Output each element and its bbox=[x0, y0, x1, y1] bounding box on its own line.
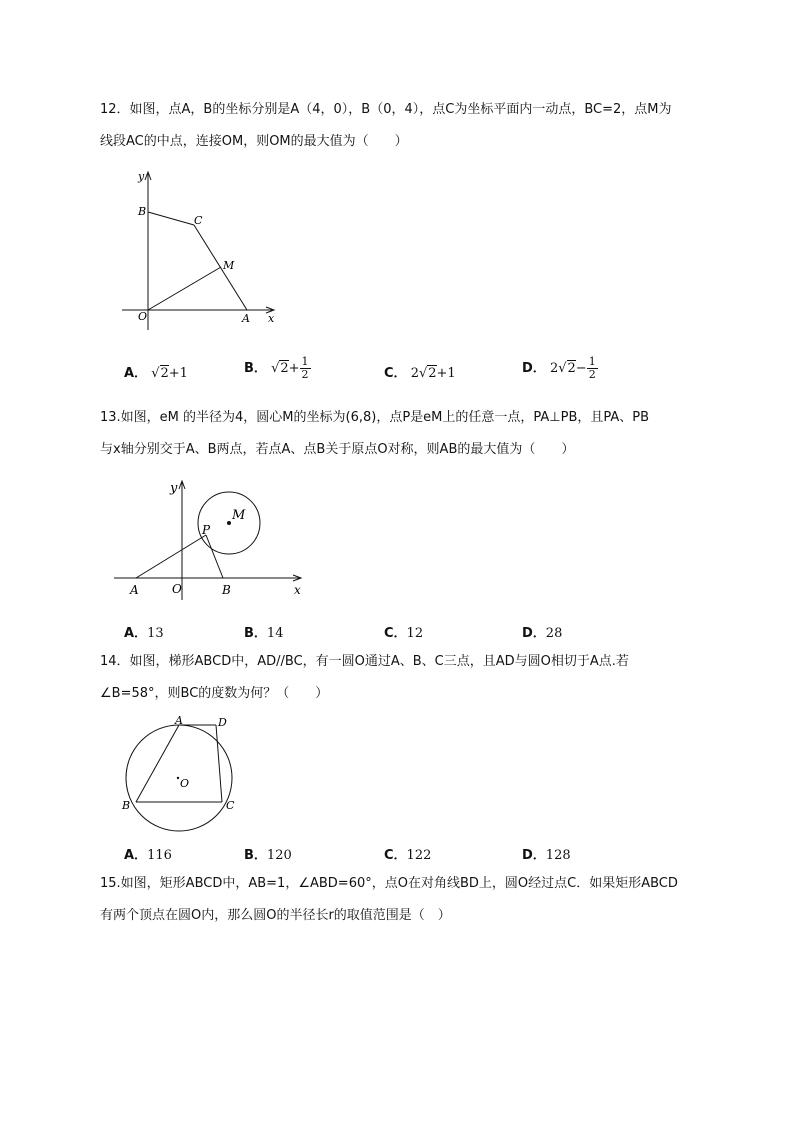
label-c: C bbox=[194, 214, 203, 227]
question-15 bbox=[100, 868, 730, 932]
label-b: B bbox=[138, 205, 147, 218]
label-o: O bbox=[138, 310, 148, 323]
label-m: M bbox=[232, 508, 246, 523]
segment-ab bbox=[136, 725, 179, 802]
figure-12 bbox=[110, 168, 290, 338]
label-a: A bbox=[242, 312, 250, 325]
option-12-b[interactable]: B． √2+ $\frac{1}{2}$ bbox=[244, 355, 309, 381]
question-13 bbox=[100, 402, 730, 466]
options-12 bbox=[124, 355, 744, 386]
option-12-c[interactable]: C． 2√2+1 bbox=[384, 366, 456, 381]
option-12-a[interactable]: A． √2+1 bbox=[124, 366, 188, 381]
options-13 bbox=[124, 622, 744, 646]
question-14-line-1: 14．如图，梯形ABCD中，AD//BC，有一圆O通过A、B、C三点，且AD与圆O相切于A点.若 bbox=[100, 654, 629, 669]
figure-13 bbox=[110, 478, 310, 603]
center-m-dot bbox=[227, 521, 231, 525]
question-12 bbox=[100, 94, 730, 158]
options-14 bbox=[124, 844, 744, 868]
option-14-b[interactable]: B．120 bbox=[244, 848, 292, 863]
option-14-d[interactable]: D．128 bbox=[522, 848, 571, 863]
option-13-c[interactable]: C．12 bbox=[384, 626, 424, 641]
option-12-d[interactable]: D． 2√2− $\frac{1}{2}$ bbox=[522, 355, 596, 381]
question-12-line-1: 12．如图，点A，B的坐标分别是A（4，0），B（0，4），点C为坐标平面内一动点，BC=2，点M为 bbox=[100, 102, 672, 117]
label-o: O bbox=[180, 777, 190, 790]
label-p: P bbox=[202, 523, 211, 537]
label-b: B bbox=[122, 799, 131, 812]
option-13-d[interactable]: D．28 bbox=[522, 626, 563, 641]
question-13-line-2: 与x轴分别交于A、B两点，若点A、点B关于原点O对称，则AB的最大值为（ ） bbox=[100, 442, 575, 457]
label-c: C bbox=[226, 799, 235, 812]
label-x: x bbox=[294, 583, 301, 597]
center-o-dot bbox=[177, 777, 179, 779]
label-o: O bbox=[172, 582, 182, 596]
segment-om bbox=[148, 267, 221, 310]
segment-bc bbox=[148, 212, 194, 225]
segment-pa bbox=[136, 535, 206, 578]
label-b: B bbox=[222, 583, 231, 597]
question-13-line-1: 13.如图，eM 的半径为4，圆心M的坐标为(6,8)，点P是eM上的任意一点，PA⊥PB，且PA、PB bbox=[100, 410, 650, 425]
question-15-line-1: 15.如图，矩形ABCD中，AB=1，∠ABD=60°，点O在对角线BD上，圆O经过点C．如果矩形ABCD bbox=[100, 876, 678, 891]
question-14-line-2: ∠B=58°，则BC的度数为何？（ ） bbox=[100, 686, 329, 701]
option-13-a[interactable]: A．13 bbox=[124, 626, 164, 641]
question-14 bbox=[100, 646, 730, 710]
label-d: D bbox=[218, 716, 227, 729]
label-x: x bbox=[268, 312, 275, 325]
question-12-line-2: 线段AC的中点，连接OM，则OM的最大值为（ ） bbox=[100, 134, 408, 149]
option-14-a[interactable]: A．116 bbox=[124, 848, 172, 863]
label-m: M bbox=[223, 259, 235, 272]
label-a: A bbox=[175, 714, 183, 727]
question-15-line-2: 有两个顶点在圆O内，那么圆O的半径长r的取值范围是（ ） bbox=[100, 908, 451, 923]
label-a: A bbox=[130, 583, 139, 597]
figure-14 bbox=[118, 712, 248, 834]
label-y: y bbox=[138, 170, 145, 183]
option-14-c[interactable]: C．122 bbox=[384, 848, 432, 863]
option-13-b[interactable]: B．14 bbox=[244, 626, 284, 641]
label-y: y bbox=[170, 481, 178, 496]
segment-dc bbox=[216, 725, 222, 802]
segment-pb bbox=[206, 535, 223, 578]
